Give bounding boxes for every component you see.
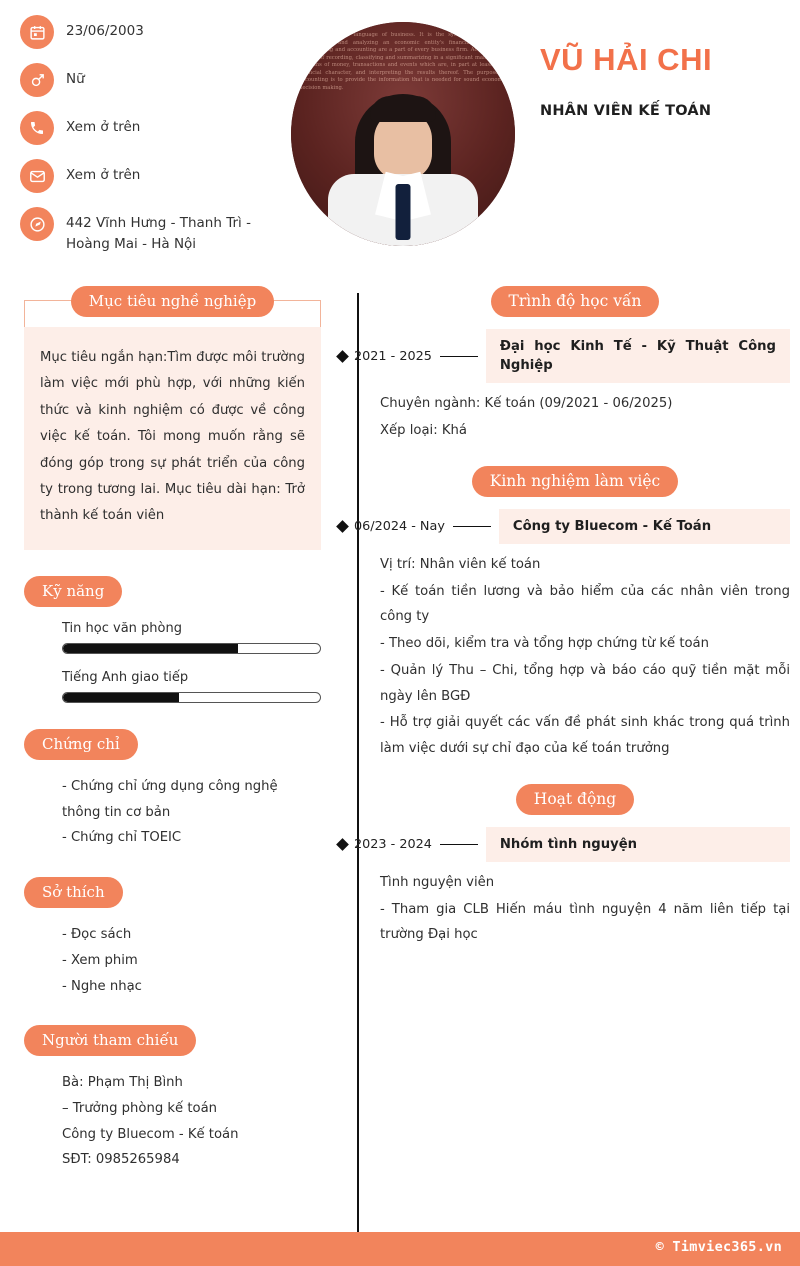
timeline-dot-icon bbox=[336, 350, 349, 363]
references-heading bbox=[24, 1025, 345, 1056]
detail-line: Chuyên ngành: Kế toán (09/2021 - 06/2025) bbox=[380, 396, 673, 412]
section-objective bbox=[24, 286, 321, 550]
skill-bar bbox=[62, 643, 321, 654]
objective-title: Mục tiêu nghề nghiệp bbox=[71, 286, 274, 317]
list-item: Bà: Phạm Thị Bình bbox=[62, 1075, 183, 1091]
contact-email-text: Xem ở trên bbox=[66, 167, 141, 183]
list-item: - Xem phim bbox=[62, 952, 138, 968]
detail-line: - Hỗ trợ giải quyết các vấn đề phát sinh khác trong quá trình làm việc dưới sự chỉ đạo của kế toán trưởng bbox=[380, 715, 790, 757]
section-references bbox=[24, 1025, 345, 1173]
location-icon bbox=[20, 207, 54, 241]
avatar-fringe bbox=[370, 96, 436, 122]
detail-line: Tình nguyện viên bbox=[380, 874, 495, 890]
gender-icon bbox=[20, 63, 54, 97]
list-item: - Chứng chỉ ứng dụng công nghệ thông tin cơ bản bbox=[62, 778, 278, 820]
cv-header bbox=[0, 0, 800, 270]
activities-title: Hoạt động bbox=[516, 784, 634, 815]
education-entry-header bbox=[338, 329, 790, 383]
detail-line: - Theo dõi, kiểm tra và tổng hợp chứng từ kế toán bbox=[380, 636, 709, 652]
skill-bar-fill bbox=[63, 693, 179, 702]
list-item: – Trưởng phòng kế toán bbox=[62, 1100, 218, 1116]
timeline-connector bbox=[453, 526, 491, 527]
contact-phone-text: Xem ở trên bbox=[66, 119, 141, 135]
objective-text: Mục tiêu ngắn hạn:Tìm được môi trường làm việc mới phù hợp, với những kiến thức và kinh nghiệm có được về công việc kế toán. Tôi mong muốn rằng sẽ đóng góp trong sự phát triển của công ty trong tương lai. Mục tiêu dài hạn: Trở thành kế toán viên bbox=[24, 327, 321, 550]
skills-title: Kỹ năng bbox=[24, 576, 122, 607]
footer-watermark: © Timviec365.vn bbox=[655, 1239, 782, 1255]
certificates-title: Chứng chỉ bbox=[24, 729, 138, 760]
skill-name: Tiếng Anh giao tiếp bbox=[62, 669, 189, 685]
contact-item-email bbox=[20, 162, 280, 193]
list-item: Công ty Bluecom - Kế toán bbox=[62, 1126, 239, 1142]
contact-item-phone bbox=[20, 114, 280, 145]
contact-address-text: 442 Vĩnh Hưng - Thanh Trì - Hoàng Mai - Hà Nội bbox=[66, 215, 251, 252]
detail-line: Vị trí: Nhân viên kế toán bbox=[380, 556, 541, 572]
skill-name: Tin học văn phòng bbox=[62, 620, 182, 636]
skill-bar-fill bbox=[63, 644, 238, 653]
email-icon bbox=[20, 159, 54, 193]
activities-period: 2023 - 2024 bbox=[354, 836, 432, 852]
list-item: - Chứng chỉ TOEIC bbox=[62, 830, 182, 846]
references-title: Người tham chiếu bbox=[24, 1025, 196, 1056]
timeline-connector bbox=[440, 844, 478, 845]
left-column bbox=[0, 286, 345, 1173]
avatar bbox=[291, 22, 515, 246]
experience-entry-header bbox=[338, 509, 790, 544]
education-period: 2021 - 2025 bbox=[354, 348, 432, 364]
objective-heading bbox=[24, 286, 321, 317]
education-details bbox=[380, 391, 790, 443]
section-activities bbox=[354, 784, 790, 948]
detail-line: - Tham gia CLB Hiến máu tình nguyện 4 năm liên tiếp tại trường Đại học bbox=[380, 901, 790, 943]
hobbies-heading bbox=[24, 877, 345, 908]
detail-line: - Quản lý Thu – Chi, tổng hợp và báo cáo quỹ tiền mặt mỗi ngày lên BGĐ bbox=[380, 662, 790, 704]
education-title: Trình độ học vấn bbox=[491, 286, 660, 317]
calendar-icon bbox=[20, 15, 54, 49]
job-title: NHÂN VIÊN KẾ TOÁN bbox=[540, 103, 712, 119]
timeline-axis bbox=[357, 293, 359, 1248]
list-item: - Nghe nhạc bbox=[62, 978, 142, 994]
section-education bbox=[354, 286, 790, 444]
right-column bbox=[354, 286, 790, 952]
section-certificates bbox=[24, 729, 345, 851]
timeline-dot-icon bbox=[336, 520, 349, 533]
timeline-connector bbox=[440, 356, 478, 357]
experience-company: Công ty Bluecom - Kế Toán bbox=[499, 509, 790, 544]
activities-entry-header bbox=[338, 827, 790, 862]
contact-list bbox=[20, 18, 280, 272]
avatar-overlay-text: Accounting is the language of business. It is the system of recording, summarizing and analyzing an economic entity's financial statements. Bookkeeping and accounting are a part of every business firm. Accounting is the art of recording, classifying and summarizing in a significant manner and in terms of money, transactions and events which are, in part at least, of a financial character, and interpreting the results thereof. The purpose of accounting is to provide the information that is needed for sound economic decision making. bbox=[299, 32, 507, 91]
skill-bar bbox=[62, 692, 321, 703]
contact-item-gender bbox=[20, 66, 280, 97]
activities-heading bbox=[360, 784, 790, 815]
section-skills bbox=[24, 576, 345, 703]
activities-org: Nhóm tình nguyện bbox=[486, 827, 790, 862]
experience-period: 06/2024 - Nay bbox=[354, 518, 445, 534]
candidate-name: VŨ HẢI CHI bbox=[540, 42, 713, 77]
skill-item bbox=[62, 621, 321, 654]
phone-icon bbox=[20, 111, 54, 145]
avatar-tie bbox=[396, 184, 411, 240]
list-item: - Đọc sách bbox=[62, 927, 132, 943]
section-experience bbox=[354, 466, 790, 762]
contact-item-birthday bbox=[20, 18, 280, 49]
list-item: SĐT: 0985265984 bbox=[62, 1152, 180, 1168]
timeline-dot-icon bbox=[336, 838, 349, 851]
avatar-person bbox=[328, 76, 478, 246]
education-school: Đại học Kinh Tế - Kỹ Thuật Công Nghiệp bbox=[486, 329, 790, 383]
detail-line: Xếp loại: Khá bbox=[380, 423, 467, 439]
certificates-heading bbox=[24, 729, 345, 760]
hobbies-title: Sở thích bbox=[24, 877, 123, 908]
experience-details bbox=[380, 552, 790, 762]
contact-item-address bbox=[20, 210, 280, 255]
experience-heading bbox=[360, 466, 790, 497]
contact-birthday-text: 23/06/2003 bbox=[66, 23, 144, 39]
contact-gender-text: Nữ bbox=[66, 71, 85, 87]
footer-bar bbox=[0, 1232, 800, 1266]
detail-line: - Kế toán tiền lương và bảo hiểm của các nhân viên trong công ty bbox=[380, 583, 790, 625]
skills-heading bbox=[24, 576, 345, 607]
skill-item bbox=[62, 670, 321, 703]
education-heading bbox=[360, 286, 790, 317]
experience-title: Kinh nghiệm làm việc bbox=[472, 466, 678, 497]
section-hobbies bbox=[24, 877, 345, 999]
activities-details bbox=[380, 870, 790, 948]
